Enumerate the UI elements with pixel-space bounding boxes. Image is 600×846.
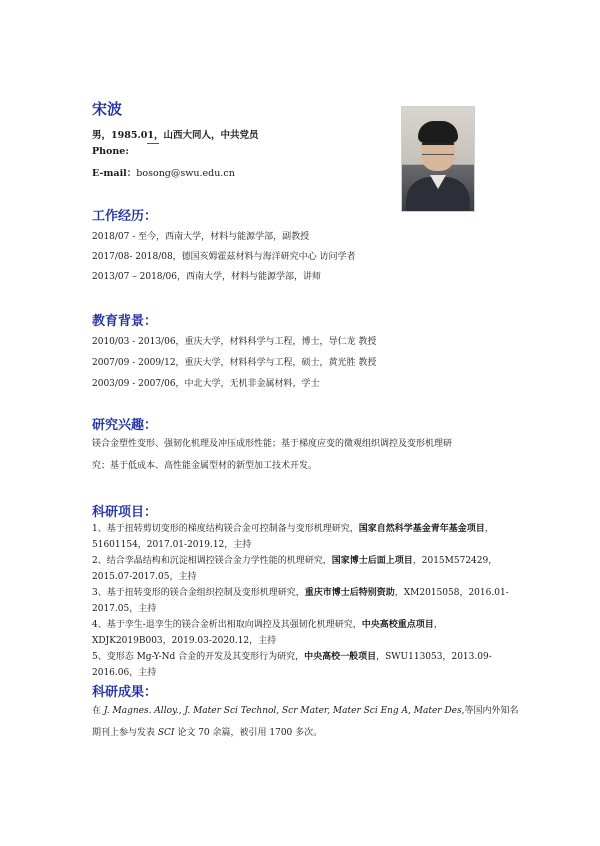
project-item: 5、变形态 Mg-Y-Nd 合金的开发及其变形行为研究，中央高校一般项目，SWU113053，2013.09-2016.06，主持: [92, 652, 492, 678]
research-line: 镁合金塑性变形、强韧化机理及冲压成形性能；基于梯度应变的微观组织调控及变形机理研: [92, 439, 453, 449]
person-name: 宋波: [92, 100, 123, 118]
photo-glasses: [422, 143, 454, 155]
projects-title: 科研项目：: [92, 505, 158, 520]
project-item: 4、基于孪生-退孪生的镁合金析出相取向调控及其强韧化机理研究，中央高校重点项目，XDJK2019B003，2019.03-2020.12，主持: [92, 620, 443, 646]
education-title: 教育背景：: [92, 314, 158, 329]
research-title: 研究兴趣：: [92, 418, 158, 433]
phone-label: Phone:: [92, 146, 129, 157]
phone-redaction-line: [147, 143, 159, 144]
achievements-title: 科研成果：: [92, 685, 158, 700]
project-item: 3、基于扭转变形的镁合金组织控制及变形机理研究，重庆市博士后特别资助，XM2015058，2016.01-2017.05，主持: [92, 588, 509, 614]
project-item: 2、结合孪晶结构和沉淀相调控镁合金力学性能的机理研究，国家博士后面上项目，2015M572429，2015.07-2017.05，主持: [92, 556, 498, 582]
profile-photo: [401, 106, 475, 212]
work-item: 2013/07 – 2018/06，西南大学，材料与能源学部，讲师: [92, 272, 321, 282]
personal-info: 男，1985.01，山西大同人，中共党员: [92, 130, 259, 141]
achievements-text: 在 J. Magnes. Alloy., J. Mater Sci Technol, Scr Mater, Mater Sci Eng A, Mater Des,等国内外知名期刊上参与发表 SCI 论文 70 余篇，被引用 1700 多次。: [92, 706, 519, 738]
photo-hair: [418, 121, 458, 143]
research-line: 究；基于低成本、高性能金属型材的新型加工技术开发。: [92, 461, 318, 471]
work-item: 2017/08- 2018/08，德国亥姆霍兹材料与海洋研究中心 访问学者: [92, 252, 356, 262]
journal-list: J. Magnes. Alloy., J. Mater Sci Technol, Scr Mater, Mater Sci Eng A, Mater Des: [103, 706, 462, 716]
work-title: 工作经历：: [92, 209, 158, 224]
education-item: 2010/03 - 2013/06，重庆大学，材料科学与工程，博士，导仁龙 教授: [92, 337, 377, 347]
education-item: 2003/09 - 2007/06，中北大学，无机非金属材料，学士: [92, 379, 320, 389]
projects-list: [92, 521, 522, 681]
project-item: 1、基于扭转剪切变形的梯度结构镁合金可控制备与变形机理研究，国家自然科学基金青年基金项目，51601154，2017.01-2019.12，主持: [92, 524, 494, 550]
email-label: E-mail：: [92, 168, 137, 179]
email-address: bosong@swu.edu.cn: [136, 168, 235, 179]
email-line: [92, 165, 235, 179]
education-item: 2007/09 - 2009/12，重庆大学，材料科学与工程，硕士，黄光胜 教授: [92, 358, 377, 368]
research-text: [92, 433, 522, 477]
work-item: 2018/07 - 至今，西南大学，材料与能源学部，副教授: [92, 232, 310, 242]
